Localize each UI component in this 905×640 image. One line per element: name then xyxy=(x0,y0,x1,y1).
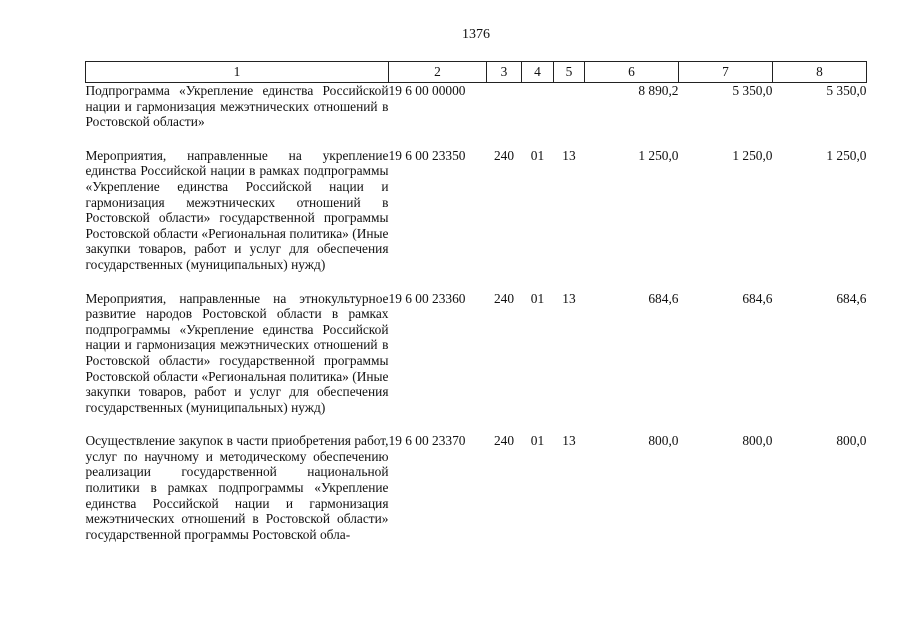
row-target-code: 19 6 00 23350 xyxy=(388,147,466,163)
page-number: 1376 xyxy=(462,27,490,42)
column-header: 7 xyxy=(679,62,773,83)
row-target-code: 19 6 00 23370 xyxy=(388,433,466,449)
row-description: Подпрограмма «Укрепление единства Российской нации и гармонизация межэтнических отношений в Ростовской области» xyxy=(85,83,389,130)
row-amount-col6: 684,6 xyxy=(648,290,679,306)
row-amount-col7: 800,0 xyxy=(742,433,773,449)
table-row xyxy=(86,273,867,416)
budget-table xyxy=(85,61,867,542)
row-section xyxy=(522,83,554,130)
row-expense-type: 240 xyxy=(493,290,515,306)
column-header: 4 xyxy=(522,62,554,83)
row-section: 01 xyxy=(530,290,545,306)
row-amount-col7: 684,6 xyxy=(742,290,773,306)
row-expense-type: 240 xyxy=(493,147,515,163)
row-section: 01 xyxy=(530,147,545,163)
row-section: 01 xyxy=(530,433,545,449)
column-header: 5 xyxy=(554,62,585,83)
column-header: 1 xyxy=(86,62,389,83)
row-target-code: 19 6 00 23360 xyxy=(388,290,466,306)
row-target-code: 19 6 00 00000 xyxy=(388,83,466,98)
row-description: Осуществление закупок в части приобретения работ, услуг по научному и методическому обеспечению реализации государственной национальной политики в рамках подпрограммы «Укрепление единства Российской нации и гармонизация межэтнических отношений в Ростовской области» государственной программы Ростовской обла- xyxy=(85,433,389,542)
table-header-row xyxy=(86,62,867,83)
row-amount-col8: 800,0 xyxy=(836,433,867,449)
row-description: Мероприятия, направленные на этнокультурное развитие народов Ростовской области в рамках подпрограммы «Укрепление единства Российской нации и гармонизация межэтнических отношений в Ростовской области» государственной программы Ростовской области «Региональная политика» (Иные закупки товаров, работ и услуг для обеспечения государственных (муниципальных) нужд) xyxy=(85,290,389,415)
row-expense-type xyxy=(487,83,522,130)
table-row xyxy=(86,130,867,273)
row-amount-col6: 800,0 xyxy=(648,433,679,449)
column-header: 8 xyxy=(773,62,867,83)
row-amount-col8: 684,6 xyxy=(836,290,867,306)
row-subsection: 13 xyxy=(562,147,576,163)
table-row xyxy=(86,83,867,130)
row-amount-col6: 8 890,2 xyxy=(638,83,679,98)
column-header: 2 xyxy=(389,62,487,83)
column-header: 3 xyxy=(487,62,522,83)
row-amount-col8: 1 250,0 xyxy=(826,147,867,163)
row-amount-col7: 5 350,0 xyxy=(732,83,773,98)
row-subsection: 13 xyxy=(562,290,576,306)
row-amount-col8: 5 350,0 xyxy=(826,83,867,98)
row-amount-col7: 1 250,0 xyxy=(732,147,773,163)
table-row xyxy=(86,415,867,542)
row-description: Мероприятия, направленные на укрепление единства Российской нации в рамках подпрограммы «Укрепление единства Российской нации и гармонизация межэтнических отношений в Ростовской области» государственной программы Ростовской области «Региональная политика» (Иные закупки товаров, работ и услуг для обеспечения государственных (муниципальных) нужд) xyxy=(85,147,389,272)
column-header: 6 xyxy=(585,62,679,83)
row-amount-col6: 1 250,0 xyxy=(638,147,679,163)
row-subsection: 13 xyxy=(562,433,576,449)
row-subsection xyxy=(554,83,585,130)
row-expense-type: 240 xyxy=(493,433,515,449)
